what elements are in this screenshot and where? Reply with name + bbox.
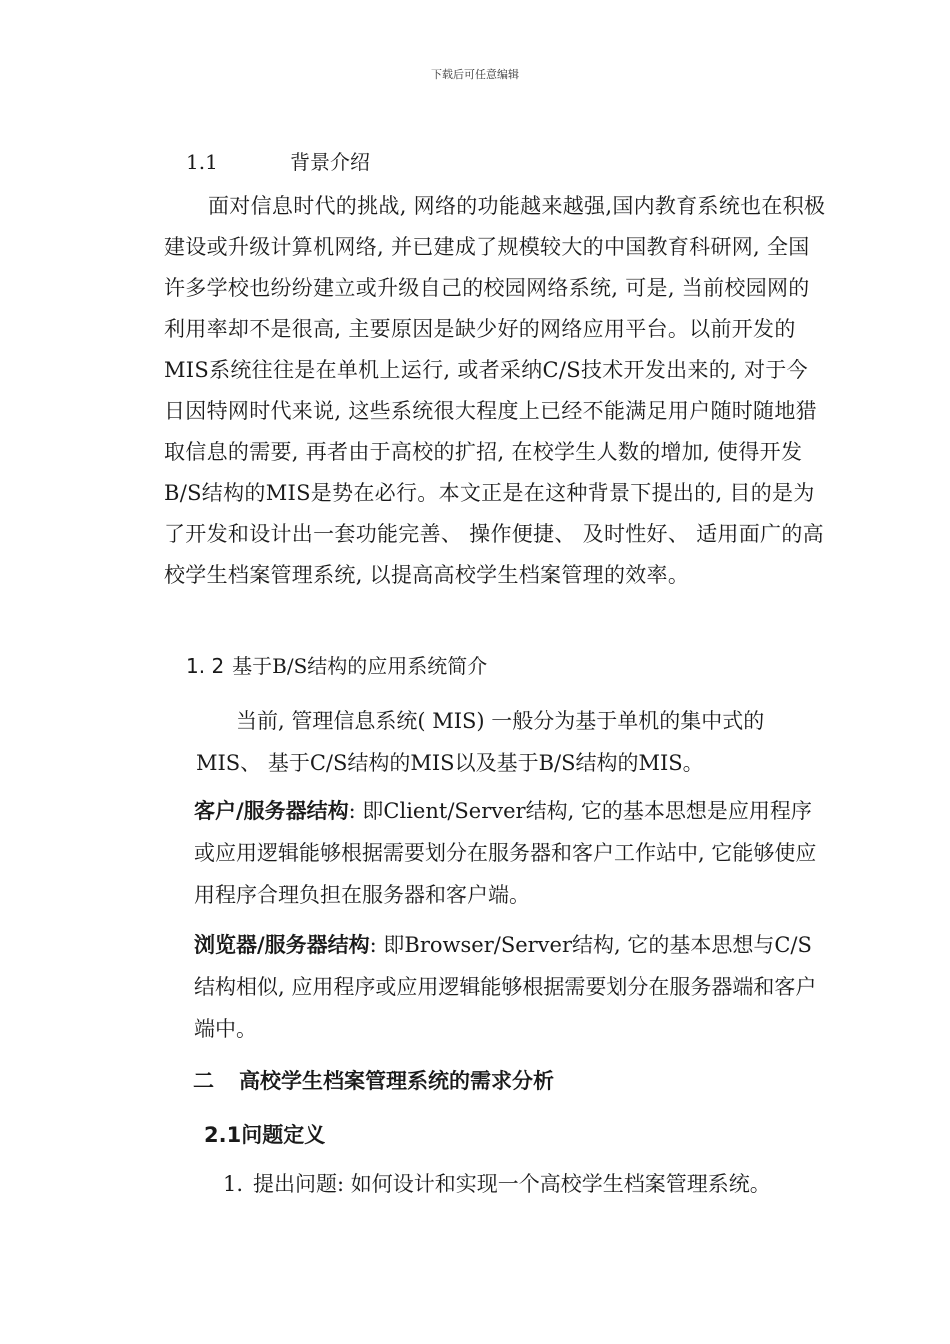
section-title: 基于B/S结构的应用系统简介 <box>232 654 488 678</box>
cs-structure-paragraph <box>194 790 828 916</box>
list-item <box>223 1168 771 1200</box>
list-item-text: 提出问题: 如何设计和实现一个高校学生档案管理系统。 <box>253 1172 771 1196</box>
section-number: 二 <box>193 1069 214 1093</box>
cs-description: : 即Client/Server结构, 它的基本思想是应用程序或应用逻辑能够根据需要划分在服务器和客户工作站中, 它能够使应用程序合理负担在服务器和客户端。 <box>194 799 817 907</box>
cs-term: 客户/服务器结构 <box>194 799 349 823</box>
bs-structure-paragraph <box>194 924 828 1050</box>
section-number: 1.1 <box>186 150 218 174</box>
section-1-1-heading <box>186 148 370 176</box>
bs-term: 浏览器/服务器结构 <box>194 933 370 957</box>
list-item-number: 1. <box>223 1172 244 1196</box>
section-2-heading <box>193 1066 554 1096</box>
section-number: 1. 2 <box>186 654 225 678</box>
bs-description: : 即Browser/Server结构, 它的基本思想与C/S结构相似, 应用程序或应用逻辑能够根据需要划分在服务器端和客户端中。 <box>194 933 817 1041</box>
background-paragraph: 面对信息时代的挑战, 网络的功能越来越强,国内教育系统也在积极建设或升级计算机网络, 并已建成了规模较大的中国教育科研网, 全国许多学校也纷纷建立或升级自己的校园网络系统, 可是, 当前校园网的利用率却不是很高, 主要原因是缺少好的网络应用平台。以前开发的MIS系统往往是在单机上运行, 或者采纳C/S技术开发出来的, 对于今日因特网时代来说, 这些系统很大程度上已经不能满足用户随时随地猎取信息的需要, 再者由于高校的扩招, 在校学生人数的增加, 使得开发B/S结构的MIS是势在必行。本文正是在这种背景下提出的, 目的是为了开发和设计出一套功能完善、 操作便捷、 及时性好、 适用面广的高校学生档案管理系统, 以提高高校学生档案管理的效率。 <box>164 194 826 587</box>
section-2-1-heading: 2.1问题定义 <box>204 1123 326 1147</box>
mis-intro-paragraph: 当前, 管理信息系统( MIS) 一般分为基于单机的集中式的MIS、 基于C/S结构的MIS以及基于B/S结构的MIS。 <box>196 709 765 775</box>
section-title: 背景介绍 <box>290 150 370 174</box>
page-header: 下载后可任意编辑 <box>431 68 519 81</box>
section-1-2-heading <box>186 652 487 680</box>
section-title: 高校学生档案管理系统的需求分析 <box>239 1069 554 1093</box>
